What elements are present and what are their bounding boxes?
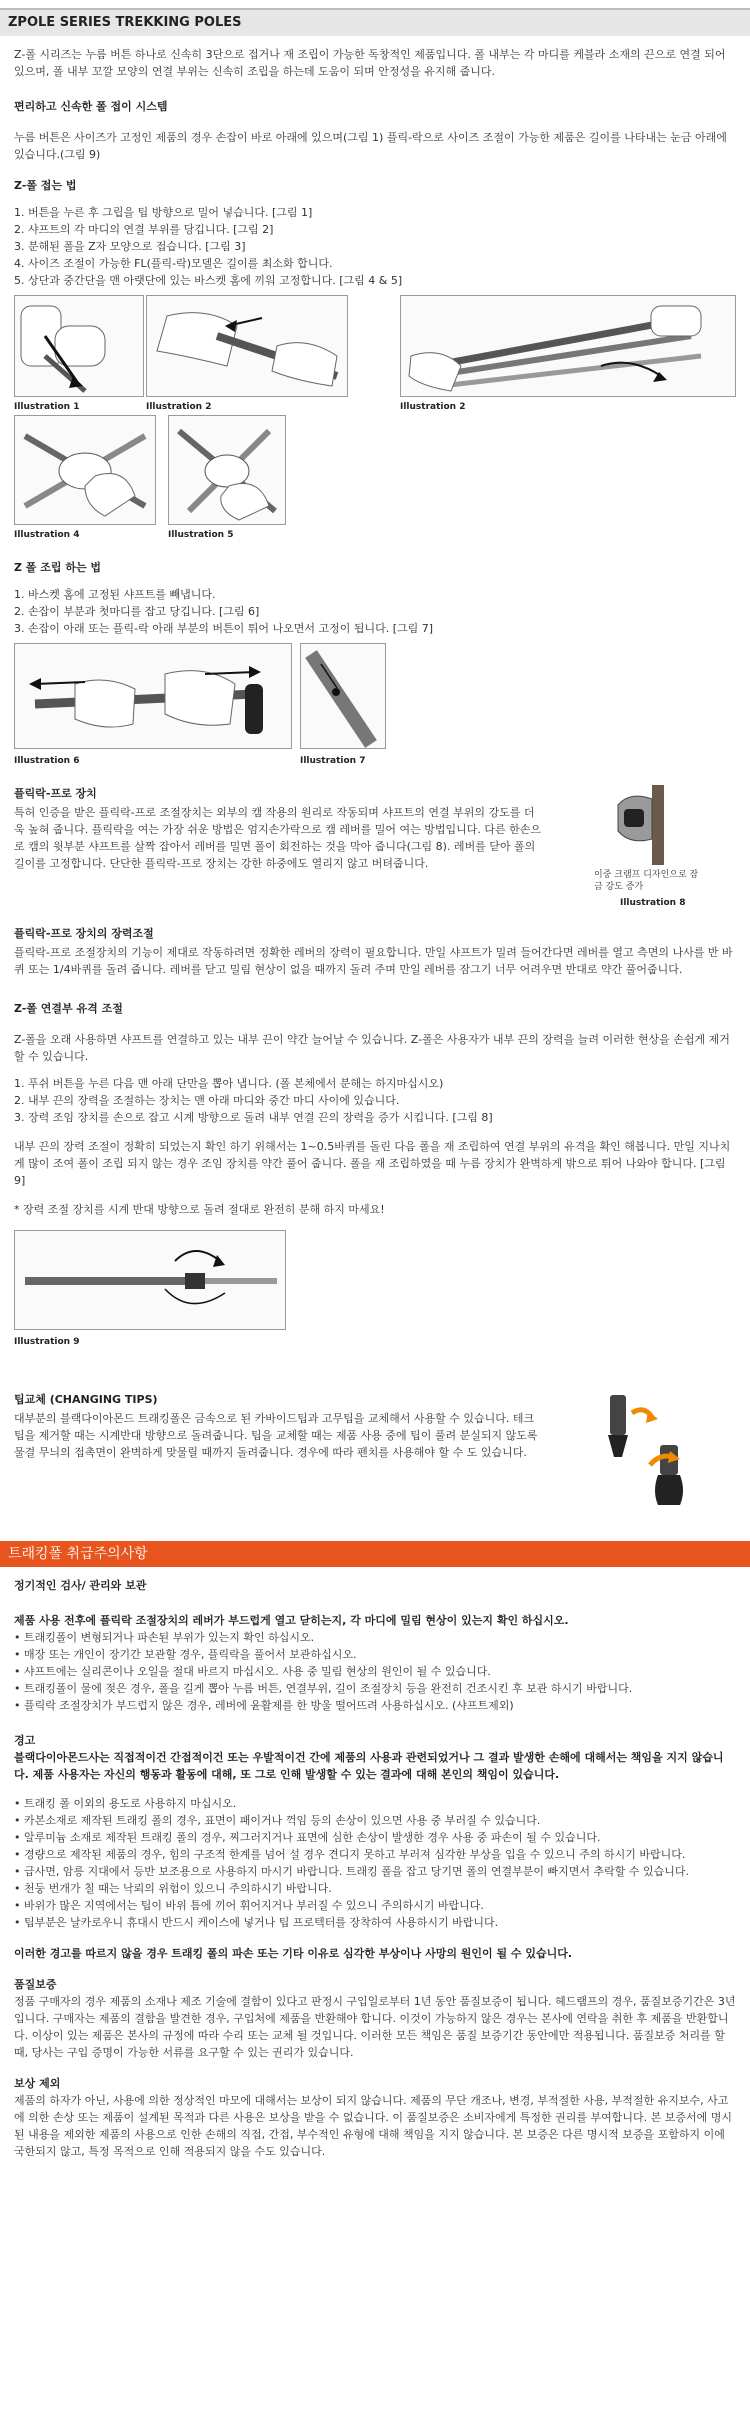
assemble-steps: [14, 586, 736, 637]
quality-section: [0, 1976, 750, 2061]
fold-step: 2. 샤프트의 각 마디의 연결 부위를 당깁니다. [그림 2]: [14, 223, 274, 236]
pole-fold-illustration: [401, 296, 735, 396]
warning-bullet: • 팁부분은 날카로우니 휴대시 반드시 케이스에 넣거나 팁 프로텍터를 장착하여 사용하시기 바랍니다.: [14, 1916, 499, 1929]
illustration-7-label: Illustration 7: [300, 756, 366, 766]
quick-fold-section: [0, 98, 750, 163]
fold-illustrations-row2: [14, 415, 736, 543]
quality-text: 정품 구매자의 경우 제품의 소재나 제조 기술에 결함이 있다고 판정시 구입일로부터 1년 동안 품질보증이 됩니다. 헤드램프의 경우, 품질보증기간은 3년입니다. 구매자는 제품의 결함을 발견한 경우, 구입처에 제품을 반환해야 합니다. 이것이 가능하지 않은 경우는 본사에 연락을 취한 후 제품을 반환합니다. 이상이 있는 제품은 본사의 규정에 따라 수리 또는 교체 될 것입니다. 이러한 모든 책임은 품질 보증기간 동안에만 적용됩니다. 품질보증 처리를 할 때, 당사는 구입 증명이 가능한 서류를 요구할 수 있는 권리가 있습니다.: [14, 1995, 736, 2059]
cord-steps: [14, 1075, 736, 1126]
exclusions-section: [0, 2075, 750, 2160]
care-lead: 제품 사용 전후에 플릭락 조절장치의 레버가 부드럽게 열고 닫히는지, 각 마디에 밀림 현상이 있는지 확인 하십시오.: [14, 1614, 569, 1627]
illustration-9: [14, 1230, 286, 1330]
care-title-bar: 트래킹폴 취급주의사항: [0, 1541, 750, 1567]
care-bullet: • 트래킹폴이 변형되거나 파손된 부위가 있는지 확인 하십시오.: [14, 1631, 315, 1644]
exclusions-text: 제품의 하자가 아닌, 사용에 의한 정상적인 마모에 대해서는 보상이 되지 않습니다. 제품의 무단 개조나, 변경, 부적절한 사용, 부적절한 유지보수, 사고에 의한 손상 또는 제품이 설계된 목적과 다른 사용은 보상을 받을 수 없습니다. 이 품질보증은 소비자에게 특정한 권리를 부여합니다. 본 보증서에 명시된 내용을 제외한 제품의 사용으로 인한 손해의 직접, 간접, 부수적인 유형에 대해 책임을 지지 않습니다. 본 보증은 다른 명시적 보증을 포함하지 이에 국한되지 않고, 특정 목적으로 인해 적용되지 않을 수도 있습니다.: [14, 2094, 732, 2158]
warning-bullet: • 트래킹 폴 이외의 용도로 사용하지 마십시오.: [14, 1797, 237, 1810]
illustration-5: [168, 415, 286, 525]
warning-bullet: • 천둥 번개가 칠 때는 낙뢰의 위험이 있으니 주의하시기 바랍니다.: [14, 1882, 332, 1895]
cord-heading: Z-폴 연결부 유격 조절: [14, 1002, 123, 1015]
illustration-5-label: Illustration 5: [168, 530, 234, 540]
fold-section: [0, 177, 750, 543]
cord-step: 2. 내부 끈의 장력을 조절하는 장치는 맨 아래 마디와 중간 마디 사이에 있습니다.: [14, 1094, 400, 1107]
pole-shaft-illustration: [147, 296, 347, 396]
flicklock-heading: 플릭락-프로 장치: [14, 787, 97, 800]
fold-heading: Z-폴 접는 법: [14, 179, 77, 192]
cord-text: Z-폴을 오래 사용하면 샤프트를 연결하고 있는 내부 끈이 약간 늘어날 수 있습니다. Z-폴은 사용자가 내부 끈의 장력을 늘려 이러한 현상을 손쉽게 제거 할 수 있습니다.: [14, 1033, 730, 1063]
warning-bullet: • 카본소재로 제작된 트래킹 폴의 경우, 표면이 패이거나 꺽임 등의 손상이 있으면 사용 중 부러질 수 있습니다.: [14, 1814, 541, 1827]
assemble-step: 3. 손잡이 아래 또는 플릭-락 아래 부분의 버튼이 튀어 나오면서 고정이 됩니다. [그림 7]: [14, 622, 434, 635]
illustration-6: [14, 643, 292, 749]
pole-pull-illustration: [15, 644, 291, 748]
care-section: [0, 1577, 750, 1714]
tips-heading: 팁교체 (CHANGING TIPS): [14, 1393, 158, 1406]
assemble-section: [0, 559, 750, 771]
assemble-illustrations: [14, 643, 736, 771]
quick-fold-heading: 편리하고 신속한 폴 접이 시스템: [14, 100, 168, 113]
cord-step: 1. 푸쉬 버튼을 누른 다음 맨 아래 단만을 뽑아 냅니다. (폴 본체에서 분해는 하지마십시오): [14, 1077, 444, 1090]
cord-section: [0, 1000, 750, 1351]
cord-tension-illustration: [15, 1231, 285, 1329]
warning-lead: 블랙다이아몬드사는 직접적이건 간접적이건 또는 우발적이건 간에 제품의 사용과 관련되었거나 그 결과 발생한 손해에 대해서는 책임을 지지 않습니다. 제품 사용자는 자신의 행동과 활동에 대해, 또 그로 인해 발생할 수 있는 결과에 대해 본인의 책임이 있습니다.: [14, 1751, 724, 1781]
pole-basket-illustration: [15, 416, 155, 524]
warning-bullet: • 바위가 많은 지역에서는 팁이 바위 틈에 끼어 휘어지거나 부러질 수 있으니 주의하시기 바랍니다.: [14, 1899, 484, 1912]
tension-section: [0, 925, 750, 978]
flicklock-illustration: [600, 785, 680, 865]
page-title: ZPOLE SERIES TREKKING POLES: [0, 8, 750, 36]
fold-step: 5. 상단과 중간단을 맨 아랫단에 있는 바스켓 홈에 끼워 고정합니다. [그림 4 & 5]: [14, 274, 403, 287]
illustration-4: [14, 415, 156, 525]
fold-steps: [14, 204, 736, 289]
assemble-step: 2. 손잡이 부분과 첫마디를 잡고 당깁니다. [그림 6]: [14, 605, 260, 618]
quality-heading: 품질보증: [14, 1978, 57, 1991]
cord-check-text: 내부 끈의 장력 조절이 정확히 되었는지 확인 하기 위해서는 1~0.5바퀴를 돌린 다음 폴을 재 조립하여 연결 부위의 유격을 확인 해봅니다. 만일 지나치게 많이 조여 폴이 조립 되지 않는 경우 조임 장치를 약간 풀어 줍니다. 폴을 재 조립하였을 때 누름 장치가 완벽하게 밖으로 튀어 나와야 합니다. [그림 9]: [14, 1140, 731, 1187]
tip-illustration: [596, 1395, 706, 1513]
fold-step: 4. 사이즈 조절이 가능한 FL(플릭-락)모델은 길이를 최소화 합니다.: [14, 257, 333, 270]
warning-heading: 경고: [14, 1734, 36, 1747]
tension-text: 플릭락-프로 조절장치의 기능이 제대로 작동하려면 정확한 레버의 장력이 필요합니다. 만일 샤프트가 밀려 들어간다면 레버를 열고 측면의 나사를 반 바퀴 또는 1/4바퀴를 돌려 줍니다. 레버를 닫고 밀림 현상이 없을 때까지 돌려 주며 만일 레버를 잠그기 너무 어려우면 반대로 약간 풀어줍니다.: [14, 946, 733, 976]
illustration-1: [14, 295, 144, 397]
illustration-2: [146, 295, 348, 397]
flicklock-text: 특허 인증을 받은 플릭락-프로 조절장치는 외부의 캠 작용의 원리로 작동되며 샤프트의 연결 부위의 강도를 더욱 높혀 줍니다. 플릭락을 여는 가장 쉬운 방법은 엄지손가락으로 캠 레버를 밀어 여는 방법입니다. 다른 한손으로 캠의 윗부분 샤프트를 살짝 잡아서 레버를 밀면 폴이 회전하는 것을 막아 줍니다(그림 8). 레버를 닫아 폴의 길이를 고정합니다. 단단한 플릭락-프로 장치는 강한 하중에도 열리지 않고 버텨줍니다.: [14, 806, 541, 870]
pole-grip-illustration: [15, 296, 143, 396]
fold-illustrations-row1: [14, 295, 736, 413]
illustration-1-label: Illustration 1: [14, 402, 80, 412]
fold-step: 3. 분해된 폴을 Z자 모양으로 접습니다. [그림 3]: [14, 240, 246, 253]
care-bullet: • 매장 또는 개인이 장기간 보관할 경우, 플릭락을 풀어서 보관하십시오.: [14, 1648, 357, 1661]
page: [0, 8, 750, 2434]
cord-step: 3. 장력 조임 장치를 손으로 잡고 시계 방향으로 돌려 내부 연결 끈의 장력을 증가 시킵니다. [그림 8]: [14, 1111, 493, 1124]
tension-heading: 플릭락-프로 장치의 장력조절: [14, 927, 154, 940]
illustration-8-label: Illustration 8: [620, 898, 686, 908]
care-subheading: 정기적인 검사/ 관리와 보관: [14, 1579, 147, 1592]
flicklock-section: [0, 785, 750, 907]
cord-warning: * 장력 조절 장치를 시계 반대 방향으로 돌려 절대로 완전히 분해 하지 마세요!: [14, 1203, 385, 1216]
flicklock-caption: 이중 크램프 디자인으로 잠금 강도 증가: [594, 870, 699, 892]
illustration-9-label: Illustration 9: [14, 1337, 80, 1347]
illustration-3: [400, 295, 736, 397]
illustration-2-label: Illustration 2: [146, 402, 212, 412]
warning-bullets: [14, 1795, 736, 1931]
care-bullet: • 샤프트에는 실리콘이나 오일을 절대 바르지 마십시오. 사용 중 밀림 현상의 원인이 될 수 있습니다.: [14, 1665, 491, 1678]
care-bullet: • 트래킹폴이 물에 젖은 경우, 폴을 길게 뽑아 누름 버튼, 연결부위, 길이 조절장치 등을 완전히 건조시킨 후 보관 하시기 바랍니다.: [14, 1682, 633, 1695]
pole-button-illustration: [301, 644, 385, 748]
tips-text: 대부분의 블랙다이아몬드 트래킹폴은 금속으로 된 카바이드팁과 고무팁을 교체해서 사용할 수 있습니다. 테크팁을 제거할 때는 시계반대 방향으로 돌려줍니다. 팁을 교체할 때는 제품 사용 중에 팁이 풀려 분실되지 않도록 물결 무늬의 접촉면이 완벽하게 맞물릴 때까지 돌려줍니다. 경우에 따라 펜치를 사용해야 할 수 도 있습니다.: [14, 1412, 538, 1459]
pole-basket-illustration-2: [169, 416, 285, 524]
care-bullet: • 플릭락 조절장치가 부드럽지 않은 경우, 레버에 윤활제를 한 방울 떨어뜨려 사용하십시오. (샤프트제외): [14, 1699, 514, 1712]
assemble-step: 1. 바스켓 홈에 고정된 샤프트를 빼냅니다.: [14, 588, 216, 601]
quick-fold-text: 누름 버튼은 사이즈가 고정인 제품의 경우 손잡이 바로 아래에 있으며(그림 1) 플릭-락으로 사이즈 조절이 가능한 제품은 길이를 나타내는 눈금 아래에 있습니다.(그림 9): [14, 131, 727, 161]
warning-bullet: • 경량으로 제작된 제품의 경우, 힘의 구조적 한계를 넘어 설 경우 견디지 못하고 부러져 심각한 부상을 입을 수 있으니 주의 하시기 바랍니다.: [14, 1848, 686, 1861]
assemble-heading: Z 폴 조립 하는 법: [14, 561, 102, 574]
illustration-8: [600, 785, 680, 865]
illustration-4-label: Illustration 4: [14, 530, 80, 540]
illustration-7: [300, 643, 386, 749]
exclusions-heading: 보상 제외: [14, 2077, 61, 2090]
warning-bullet: • 급사면, 암릉 지대에서 등반 보조용으로 사용하지 마시기 바랍니다. 트래킹 폴을 잡고 당기면 폴의 연결부분이 빠지면서 추락할 수 있습니다.: [14, 1865, 689, 1878]
tip-change-illustration: [596, 1395, 706, 1513]
tips-section: [0, 1391, 750, 1521]
intro-text: Z-폴 시리즈는 누름 버튼 하나로 신속히 3단으로 접거나 재 조립이 가능한 독창적인 제품입니다. 폴 내부는 각 마디를 케블라 소재의 끈으로 연결 되어 있으며, 폴 내부 꼬깔 모양의 연결 부위는 신속히 조립을 하는데 도움이 되며 안정성을 유지해 줍니다.: [14, 48, 726, 78]
warning-section: [0, 1732, 750, 1962]
intro-section: [0, 46, 750, 80]
warning-closing: 이러한 경고를 따르지 않을 경우 트래킹 폴의 파손 또는 기타 이유로 심각한 부상이나 사망의 원인이 될 수 있습니다.: [14, 1947, 573, 1960]
illustration-3-label: Illustration 2: [400, 402, 466, 412]
fold-step: 1. 버튼을 누른 후 그립을 팁 방향으로 밀어 넣습니다. [그림 1]: [14, 206, 313, 219]
care-bullets: [14, 1629, 736, 1714]
warning-bullet: • 알루미늄 소재로 제작된 트래킹 폴의 경우, 찌그러지거나 표면에 심한 손상이 발생한 경우 사용 중 파손이 될 수 있습니다.: [14, 1831, 601, 1844]
illustration-6-label: Illustration 6: [14, 756, 80, 766]
